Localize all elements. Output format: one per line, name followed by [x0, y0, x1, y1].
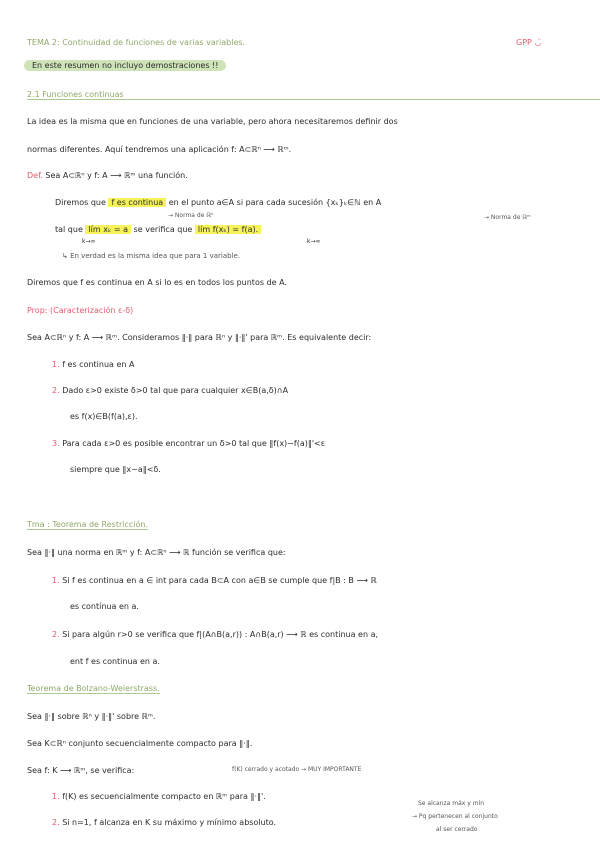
- definition-line: [27, 171, 188, 180]
- paragraph-line: Sea A⊂ℝⁿ y f: A ⟶ ℝᵐ. Consideramos ‖·‖ para ℝⁿ y ‖·‖' para ℝᵐ. Es equivalente decir:: [27, 333, 372, 342]
- list-number: 2.: [52, 818, 60, 827]
- section-heading-label: 2.1 Funciones continuas: [27, 90, 124, 99]
- theorem-label: Teorema de Bolzano-Weierstrass.: [27, 684, 160, 693]
- list-text: Si n=1, f alcanza en K su máximo y mínimo absoluto.: [62, 818, 277, 827]
- list-text: Si f es continua en a ∈ int para cada B⊂A con a∈B se cumple que f|B : B ⟶ ℝ: [62, 576, 377, 585]
- margin-note: ↳ En verdad es la misma idea que para 1 variable.: [62, 252, 241, 260]
- paragraph-line: Sea K⊂ℝⁿ conjunto secuencialmente compacto para ‖·‖.: [27, 739, 253, 748]
- list-item: [52, 792, 266, 801]
- paragraph-line: normas diferentes. Aquí tendremos una aplicación f: A⊂ℝⁿ ⟶ ℝᵐ.: [27, 145, 292, 154]
- list-number: 3.: [52, 439, 60, 448]
- definition-line: [55, 198, 381, 207]
- document-title: TEMA 2: Continuidad de funciones de varias variables.: [27, 38, 246, 47]
- list-continuation: ent f es continua en a.: [70, 657, 160, 666]
- margin-note: → Norma de ℝⁿ: [168, 212, 214, 219]
- limit-subscript: k→∞: [82, 238, 96, 245]
- margin-note: f(K) cerrado y acotado → MUY IMPORTANTE: [232, 766, 362, 773]
- paragraph-line: La idea es la misma que en funciones de una variable, pero ahora necesitaremos definir dos: [27, 117, 398, 126]
- list-item: [52, 818, 276, 827]
- list-number: 2.: [52, 630, 60, 639]
- theorem-label: Tma : Teorema de Restricción.: [27, 520, 148, 529]
- paragraph-line: Sea ‖·‖ sobre ℝⁿ y ‖·‖' sobre ℝᵐ.: [27, 712, 156, 721]
- limit-subscript: k→∞: [307, 238, 321, 245]
- list-text: Dado ε>0 existe δ>0 tal que para cualquier x∈B(a,δ)∩A: [62, 386, 289, 395]
- list-continuation: es f(x)∈B(f(a),ε).: [70, 412, 138, 421]
- author-tag: GPP ◡̈: [516, 38, 542, 47]
- list-item: [52, 386, 288, 395]
- text: Diremos que: [55, 198, 106, 207]
- list-number: 1.: [52, 792, 60, 801]
- list-continuation: es contínua en a.: [70, 602, 139, 611]
- list-number: 2.: [52, 386, 60, 395]
- margin-note: → Norma de ℝᵐ: [484, 214, 531, 221]
- definition-label: Def.: [27, 171, 43, 180]
- proposition-label: Prop: (Caracterización ε-δ): [27, 306, 134, 315]
- margin-note: → Pq pertenecen al conjunto: [412, 813, 498, 820]
- list-item: [52, 630, 378, 639]
- highlight-limit-f: lím f(xₖ) = f(a).: [195, 225, 261, 234]
- highlight-limit: lím xₖ = a: [85, 225, 131, 234]
- list-item: [52, 439, 325, 448]
- list-item: [52, 360, 135, 369]
- text: en el punto a∈A si para cada sucesión {xₖ}ₖ∈ℕ en A: [168, 198, 382, 207]
- list-number: 1.: [52, 360, 60, 369]
- list-number: 1.: [52, 576, 60, 585]
- list-text: Si para algún r>0 se verifica que f|(A∩B(a,r)) : A∩B(a,r) ⟶ ℝ es continua en a,: [62, 630, 379, 639]
- section-heading: [27, 90, 600, 100]
- paragraph-line: Sea ‖·‖ una norma en ℝᵐ y f: A⊂ℝⁿ ⟶ ℝ función se verifica que:: [27, 548, 286, 557]
- definition-line: [55, 225, 261, 234]
- list-text: f(K) es secuencialmente compacto en ℝᵐ para ‖·‖'.: [62, 792, 266, 801]
- list-continuation: siempre que ‖x−a‖<δ.: [70, 465, 161, 474]
- list-text: f es continua en A: [62, 360, 135, 369]
- margin-note: al ser cerrado: [436, 826, 478, 833]
- list-text: Para cada ε>0 es posible encontrar un δ>0 tal que ‖f(x)−f(a)‖'<ε: [62, 439, 326, 448]
- definition-text: Sea A⊂ℝⁿ y f: A ⟶ ℝᵐ una función.: [45, 171, 188, 180]
- paragraph-line: Sea f: K ⟶ ℝᵐ, se verifica:: [27, 766, 135, 775]
- highlight-continuous: f es continua: [108, 198, 166, 207]
- paragraph-line: Diremos que f es continua en A si lo es en todos los puntos de A.: [27, 278, 287, 287]
- list-item: [52, 576, 377, 585]
- margin-note: Se alcanza máx y mín: [418, 800, 485, 807]
- warning-banner: En este resumen no incluyo demostraciones !!: [24, 60, 226, 71]
- text: tal que: [55, 225, 83, 234]
- text: se verifica que: [133, 225, 193, 234]
